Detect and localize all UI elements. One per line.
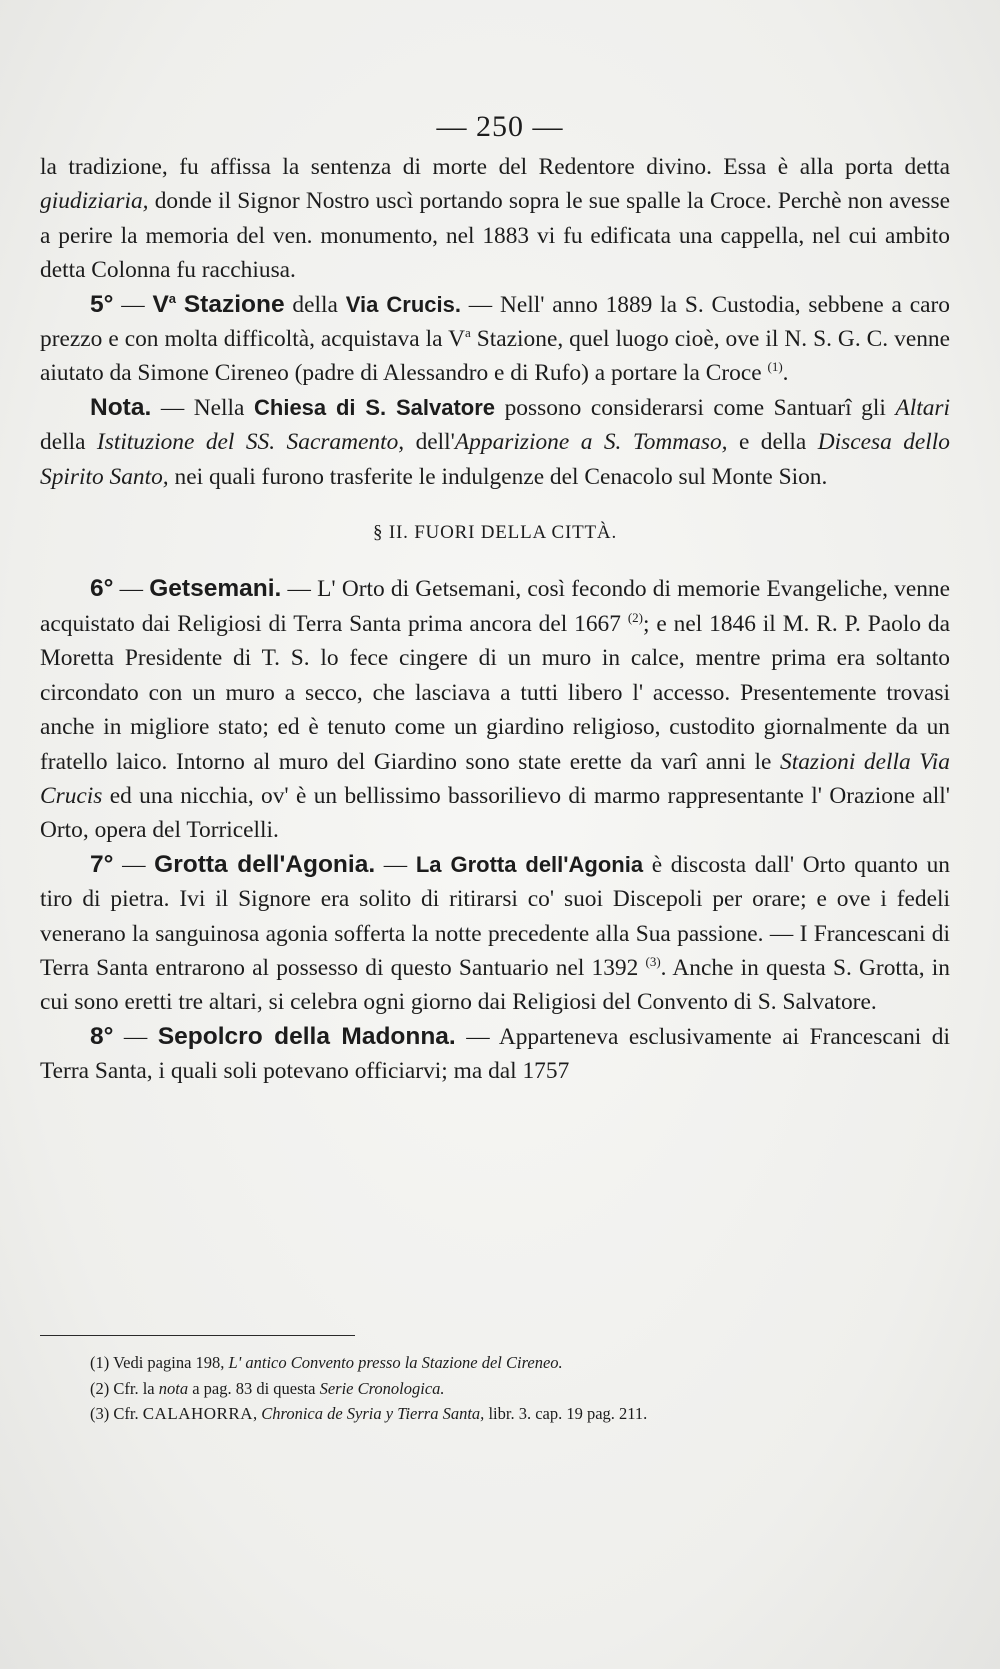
- footnote-ref-3[interactable]: (3): [645, 953, 661, 969]
- heading-text: Nota.: [90, 393, 152, 421]
- text-run: della: [40, 429, 97, 456]
- text-run: —: [113, 576, 150, 603]
- heading-number: 6°: [90, 575, 114, 603]
- italic-term: giudiziaria,: [40, 188, 149, 215]
- heading-text: Sepolcro della Madonna.: [157, 1022, 456, 1050]
- superscript: a: [168, 290, 177, 306]
- text-run: — Nell' anno 1889 la S. Custodia, sebbene a caro prezzo e con molta difficoltà, acquistava la V: [40, 291, 950, 353]
- heading-text: V: [152, 290, 169, 318]
- footnote-1: [90, 1350, 950, 1376]
- heading-text: Getsemani.: [149, 575, 282, 603]
- italic-term: L' antico Convento presso la Stazione del Cireneo.: [228, 1353, 563, 1372]
- text-run: .: [782, 360, 789, 387]
- text-run: — Nella: [151, 394, 254, 421]
- italic-term: Stazioni della Via Crucis: [40, 748, 951, 809]
- heading-text: Chiesa di S. Salvatore: [254, 394, 496, 420]
- footnote-divider: [40, 1335, 355, 1336]
- paragraph-grotta-agonia: [40, 848, 950, 1020]
- footnotes: [90, 1350, 950, 1427]
- page-number: — 250 —: [436, 110, 564, 143]
- footnote-ref-1[interactable]: (1): [767, 359, 783, 375]
- italic-term: nota: [158, 1378, 189, 1398]
- heading-number: 8°: [90, 1022, 114, 1050]
- text-run: — L' Orto di Getsemani, così fecondo di memorie Evangeliche, venne acquistato dai Religiosi di Terra Santa prima ancora del 1667: [40, 576, 950, 637]
- text-run: ,: [253, 1404, 262, 1423]
- italic-term: Discesa dello Spirito Santo,: [40, 429, 950, 490]
- text-run: e della: [727, 429, 818, 456]
- heading-text: La Grotta dell'Agonia: [415, 851, 644, 877]
- text-run: (3) Cfr.: [90, 1404, 143, 1423]
- heading-number: 5°: [90, 290, 114, 318]
- paragraph-sepolcro-madonna: [40, 1020, 950, 1089]
- italic-term: Altari: [895, 394, 951, 421]
- text-run: la tradizione, fu affissa la sentenza di morte del Redentore divino. Essa è alla porta detta: [40, 154, 950, 180]
- text-run: nei quali furono trasferite le indulgenze del Cenacolo sul Monte Sion.: [168, 463, 828, 490]
- heading-text: Grotta dell'Agonia.: [154, 850, 376, 878]
- footnote-ref-2[interactable]: (2): [627, 609, 643, 625]
- text-run: ed una nicchia, ov' è un bellissimo bassorilievo di marmo rappresentante l' Orazione all' Orto, opera del Torricelli.: [40, 782, 950, 844]
- text-run: a pag. 83 di questa: [188, 1378, 320, 1398]
- paragraph-quinta-stazione: [40, 288, 950, 391]
- italic-term: Serie Cronologica.: [319, 1378, 445, 1398]
- text-run: . Anche in questa S. Grotta, in cui sono eretti tre altari, si celebra ogni giorno dai Religiosi del Convento di S. Salvatore.: [40, 954, 951, 1016]
- text-run: ; e nel 1846 il M. R. P. Paolo da Moretta Presidente di T. S. lo fece cingere di un muro in calce, mentre prima era soltanto circondato con un muro a secco, che lasciava a tutti libero l' accesso. Presentemente trovasi anche in migliore stato; ed è tenuto come un giardino religioso, custodito giornalmente da un fratello laico. Intorno al muro del Giardino sono state erette da varî anni le: [40, 610, 950, 775]
- text-run: Stazione, quel luogo cioè, ove il N. S. G. C. venne aiutato da Simone Cireneo (padre di Alessandro e di Rufo) a portare la Croce: [40, 326, 950, 387]
- superscript: a: [465, 325, 471, 341]
- section-title: § II. FUORI DELLA CITTÀ.: [372, 522, 617, 544]
- italic-term: Apparizione a S. Tommaso,: [454, 429, 728, 456]
- heading-text: Via Crucis.: [345, 291, 461, 317]
- footnote-2: [90, 1376, 950, 1402]
- paragraph-nota: [40, 391, 950, 494]
- paragraph-colonna: [40, 150, 950, 288]
- author-name: CALAHORRA: [142, 1404, 253, 1423]
- text-run: è discosta dall' Orto quanto un tiro di pietra. Ivi il Signore era solito di ritirarsi co' suoi Discepoli per orare; e ove i fedeli venerano la sanguinosa agonia sofferta la notte precedente alla Sua passione. — I Francescani di Terra Santa entrarono al possesso di questo Santuario nel 1392: [40, 851, 950, 981]
- main-text: [40, 150, 950, 1089]
- text-run: della: [292, 291, 338, 318]
- text-run: — Apparteneva esclusivamente ai Francescani di Terra Santa, i quali soli potevano officiarvi; ma dal 1757: [40, 1023, 950, 1085]
- heading-text: Stazione: [183, 290, 285, 318]
- text-run: dell': [404, 429, 455, 456]
- text-run: —: [375, 851, 416, 878]
- text-run: (2) Cfr. la: [90, 1378, 159, 1398]
- text-run: libr. 3. cap. 19 pag. 211.: [484, 1404, 648, 1423]
- text-run: donde il Signor Nostro uscì portando sopra le sue spalle la Croce. Perchè non avesse a perire la memoria del ven. monumento, nel 1883 vi fu edificata una cappella, nel cui ambito detta Colonna fu racchiusa.: [40, 188, 950, 284]
- text-run: —: [113, 291, 153, 318]
- text-run: —: [113, 851, 155, 878]
- text-run: possono considerarsi come Santuarî gli: [495, 394, 896, 421]
- footnote-3: [90, 1401, 950, 1427]
- text-run: (1) Vedi pagina 198,: [90, 1353, 229, 1372]
- italic-term: Istituzione del SS. Sacramento,: [96, 429, 405, 456]
- italic-term: Chronica de Syria y Tierra Santa,: [261, 1404, 485, 1423]
- text-run: —: [113, 1023, 158, 1050]
- heading-number: 7°: [90, 850, 114, 878]
- paragraph-getsemani: [40, 572, 950, 847]
